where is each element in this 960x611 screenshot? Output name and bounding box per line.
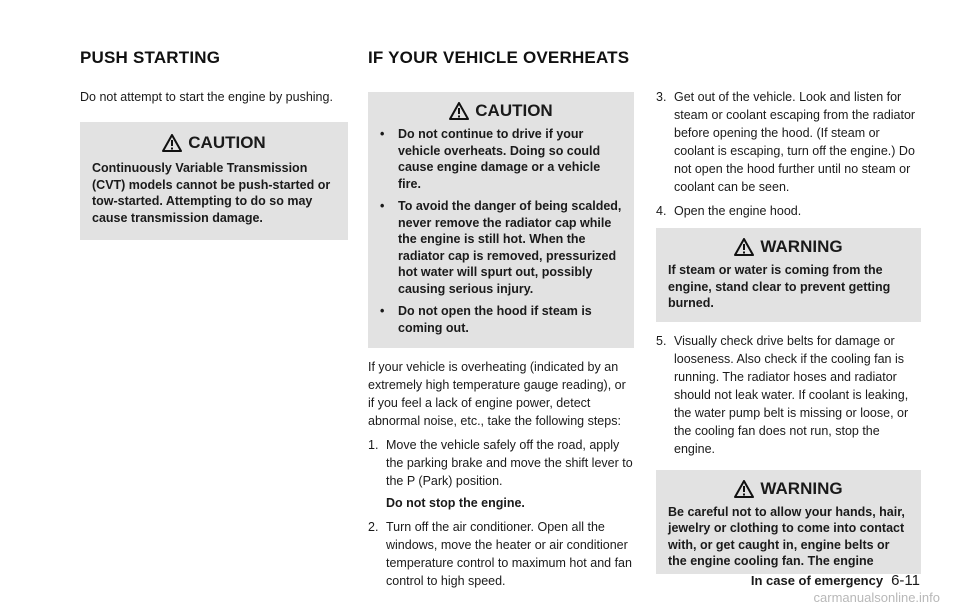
intro-text: Do not attempt to start the engine by pushing. xyxy=(80,90,333,104)
step-item: 4. Open the engine hood. xyxy=(656,204,802,218)
caution-text: Continuously Variable Transmission (CVT) models cannot be push-started or tow-started. Attempting to do so may cause transmission damage. xyxy=(92,161,331,225)
page-footer xyxy=(751,572,920,589)
warning-triangle-icon xyxy=(449,102,469,120)
step-item: 1. Move the vehicle safely off the road, apply the parking brake and move the shift lever to the P (Park) position. Do not stop the engine. xyxy=(368,438,633,510)
caution-bullet: • Do not open the hood if steam is coming out. xyxy=(380,304,592,335)
step-item: 2. Turn off the air conditioner. Open all the windows, move the heater or air conditioner temperature control to maximum hot and fan control to high speed. xyxy=(368,520,632,588)
warning-text: If steam or water is coming from the engine, stand clear to prevent getting burned. xyxy=(668,263,891,310)
section-title-push-starting: PUSH STARTING xyxy=(80,48,221,67)
warning-heading xyxy=(668,238,909,256)
warning-triangle-icon xyxy=(162,134,182,152)
watermark: carmanualsonline.info xyxy=(813,590,940,605)
caution-heading xyxy=(380,102,622,120)
warning-heading xyxy=(668,480,909,498)
caution-label: CAUTION xyxy=(188,133,266,152)
step-item: 5. Visually check drive belts for damage or looseness. Also check if the cooling fan is running. The radiator hoses and radiator should not leak water. If coolant is leaking, the water pump belt is missing or loose, or the cooling fan does not run, stop the engine. xyxy=(656,333,909,456)
caution-box-push xyxy=(80,122,348,240)
caution-bullet: • Do not continue to drive if your vehicle overheats. Doing so could cause engine damage or a vehicle fire. xyxy=(380,127,601,191)
warning-box-steam xyxy=(656,228,921,322)
middle-column xyxy=(368,92,634,596)
caution-box-overheat xyxy=(368,92,634,348)
caution-heading xyxy=(92,134,336,152)
footer-section-name: In case of emergency xyxy=(750,573,884,588)
step-emphasis: Do not stop the engine. xyxy=(386,496,525,510)
page-number: 6-11 xyxy=(891,572,920,589)
warning-label: WARNING xyxy=(760,237,843,256)
right-column xyxy=(656,88,921,574)
warning-triangle-icon xyxy=(734,480,754,498)
left-column xyxy=(80,88,348,240)
caution-label: CAUTION xyxy=(475,101,553,120)
overheat-intro: If your vehicle is overheating (indicated by an extremely high temperature gauge reading), or if you feel a lack of engine power, detect abnormal noise, etc., take the following steps: xyxy=(368,360,626,428)
warning-text: Be careful not to allow your hands, hair, jewelry or clothing to come into contact with, or get caught in, engine belts or the engine cooling fan. The engine xyxy=(668,504,905,568)
section-title-overheats: IF YOUR VEHICLE OVERHEATS xyxy=(368,48,630,67)
step-item: 3. Get out of the vehicle. Look and listen for steam or coolant escaping from the radiator before opening the hood. (If steam or coolant is escaping, turn off the engine.) Do not open the hood further until no steam or coolant can be seen. xyxy=(656,90,916,194)
caution-bullet: • To avoid the danger of being scalded, never remove the radiator cap while the engine is still hot. When the radiator cap is removed, pressurized hot water will spurt out, possibly causing serious injury. xyxy=(380,199,622,296)
warning-triangle-icon xyxy=(734,238,754,256)
warning-label: WARNING xyxy=(760,478,843,498)
warning-box-belts xyxy=(656,470,921,574)
